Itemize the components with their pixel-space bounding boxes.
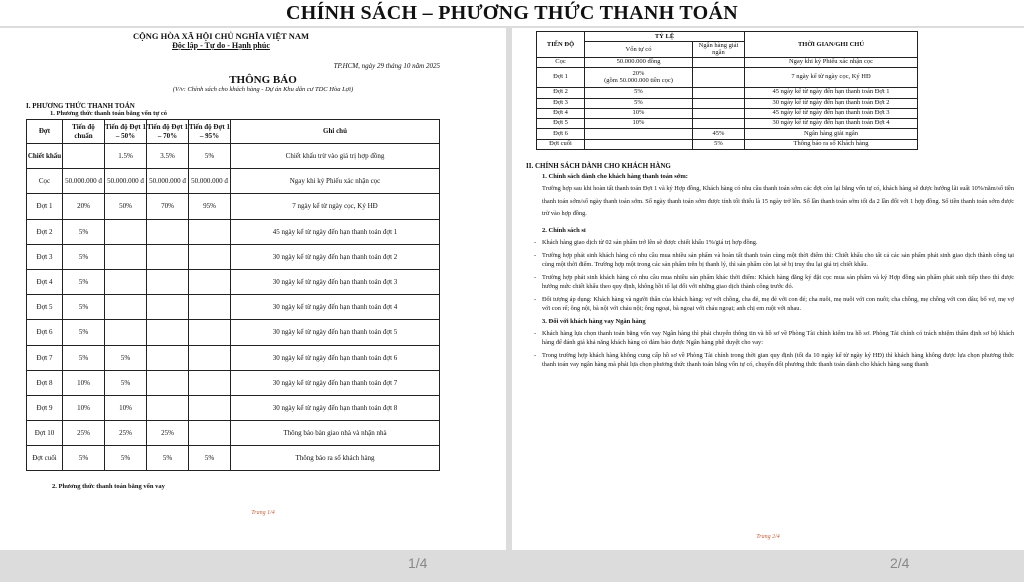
page-indicator-left: 1/4 (408, 555, 428, 571)
table-cell: 10% (63, 370, 105, 395)
table-cell: 1.5% (105, 144, 147, 169)
table-cell (585, 129, 693, 139)
table-cell: Thông báo ra sổ Khách hàng (745, 139, 918, 149)
bullet-marker: - (534, 238, 537, 246)
subsection-heading: 2. Phương thức thanh toán bằng vốn vay (52, 483, 165, 491)
national-name: CỘNG HÒA XÃ HỘI CHỦ NGHĨA VIỆT NAM (132, 31, 310, 41)
table-cell: 30 ngày kể từ ngày đến hạn thanh toán Đợt 2 (745, 98, 918, 108)
table-row (27, 219, 440, 244)
section-heading: I. PHƯƠNG THỨC THANH TOÁN (26, 102, 135, 110)
notice-date: TP.HCM, ngày 29 tháng 10 năm 2025 (333, 62, 440, 70)
table-cell (105, 244, 147, 269)
table-row (27, 244, 440, 269)
table-cell: 5% (63, 244, 105, 269)
table-cell: 10% (63, 395, 105, 420)
table-cell: 5% (63, 295, 105, 320)
table-cell (693, 98, 745, 108)
bullet-item (534, 329, 1014, 347)
table-cell: 30 ngày kể từ ngày đến hạn thanh toán đợt 4 (231, 295, 440, 320)
table-cell (189, 269, 231, 294)
table-cell: Đợt 5 (27, 295, 63, 320)
payment-schedule-table (26, 119, 440, 471)
national-motto: Độc lập - Tự do - Hạnh phúc (172, 41, 270, 50)
bullet-item (534, 251, 1014, 269)
table-cell: 3.5% (147, 144, 189, 169)
table-cell: Đợt 2 (27, 219, 63, 244)
table-header-cell: Tiến độ Đợt 1 – 70% (147, 120, 189, 144)
table-cell: Ngay khi ký Phiếu xác nhận cọc (745, 57, 918, 67)
table-cell: 5% (105, 345, 147, 370)
table-cell: Đợt 3 (537, 98, 585, 108)
header-bank: Ngân hàng giải ngân (693, 42, 745, 58)
table-cell: 5% (585, 98, 693, 108)
table-cell: 25% (147, 421, 189, 446)
table-header-cell: Tiến độ chuẩn (63, 120, 105, 144)
table-cell (147, 345, 189, 370)
table-cell: 5% (693, 139, 745, 149)
table-cell: 30 ngày kể từ ngày đến hạn thanh toán Đợt 4 (745, 119, 918, 129)
section-heading: II. CHÍNH SÁCH DÀNH CHO KHÁCH HÀNG (526, 162, 671, 171)
table-cell: 5% (63, 345, 105, 370)
table-cell (147, 395, 189, 420)
table-cell: 50.000.000 đồng (585, 57, 693, 67)
table-cell (189, 370, 231, 395)
page-number-note: Trang 1/4 (251, 510, 275, 517)
table-cell: 5% (585, 88, 693, 98)
table-cell: 45 ngày kể từ ngày đến hạn thanh toán Đợt 1 (745, 88, 918, 98)
table-cell: Đợt 2 (537, 88, 585, 98)
table-row (27, 320, 440, 345)
table-cell (105, 320, 147, 345)
header-phase: TIẾN ĐỘ (537, 32, 585, 58)
table-cell: Đợt 6 (537, 129, 585, 139)
bullet-marker: - (534, 295, 537, 303)
table-cell: Đợt 1 (537, 68, 585, 88)
table-cell: Ngân hàng giải ngân (745, 129, 918, 139)
bullet-list (526, 329, 1014, 369)
table-cell: 30 ngày kể từ ngày đến hạn thanh toán đợt 8 (231, 395, 440, 420)
table-cell (189, 320, 231, 345)
table-header-cell: Tiến độ Đợt 1 – 95% (189, 120, 231, 144)
national-header (106, 31, 336, 50)
table-row (27, 295, 440, 320)
table-row (537, 68, 918, 88)
table-cell: 95% (189, 194, 231, 219)
table-cell: 25% (63, 421, 105, 446)
subsection-heading: 1. Phương thức thanh toán bằng vốn tự có (50, 110, 167, 117)
table-cell: 5% (105, 446, 147, 471)
subsection-heading: 1. Chính sách dành cho khách hàng thanh toán sớm: (542, 173, 688, 181)
table-cell: 50.000.000 đ (189, 169, 231, 194)
table-cell: Cọc (27, 169, 63, 194)
table-row (27, 194, 440, 219)
table-cell: Đợt 10 (27, 421, 63, 446)
table-row (27, 345, 440, 370)
table-cell: 30 ngày kể từ ngày đến hạn thanh toán đợt 2 (231, 244, 440, 269)
table-cell (693, 68, 745, 88)
table-cell: 30 ngày kể từ ngày đến hạn thanh toán đợt 5 (231, 320, 440, 345)
table-cell (147, 370, 189, 395)
bullet-text: Trường hợp phát sinh khách hàng có nhu cầu mua nhiều sản phẩm khác thời điểm: Khách hàng đăng ký đặt cọc mua sản phẩm và ký Hợp đồng sản phẩm phát sinh tiếp theo thì được hưởng mức chiết khấu theo quy định, không hồi tố lại đối với những giao dịch thành công trước đó. (542, 273, 1014, 290)
table-row (27, 370, 440, 395)
table-cell: Chiết khấu (27, 144, 63, 169)
table-cell (63, 144, 105, 169)
table-cell: 5% (105, 370, 147, 395)
table-cell: 30 ngày kể từ ngày đến hạn thanh toán đợt 6 (231, 345, 440, 370)
subsection-heading: 2. Chính sách sỉ (542, 226, 586, 234)
table-cell (105, 269, 147, 294)
table-row (27, 421, 440, 446)
table-header-cell: Đợt (27, 120, 63, 144)
bullet-text: Đối tượng áp dụng: Khách hàng và người thân của khách hàng: vợ với chồng, cha đẻ, mẹ đẻ với con đẻ; cha nuôi, mẹ nuôi với con nuôi; cha chồng, mẹ chồng với con dâu; bố vợ, mẹ vợ với con rể; ông nội, bà nội với cháu nội; ông ngoại, bà ngoại với cháu ngoại; anh chị em ruột với nhau. (542, 295, 1014, 312)
table-row (537, 88, 918, 98)
table-cell (189, 219, 231, 244)
table-cell (189, 295, 231, 320)
table-cell: 10% (585, 119, 693, 129)
table-cell: 5% (189, 144, 231, 169)
table-cell: Thông báo bàn giao nhà và nhận nhà (231, 421, 440, 446)
table-cell (147, 244, 189, 269)
bullet-text: Khách hàng giao dịch từ 02 sản phẩm trở lên sẽ được chiết khấu 1%/giá trị hợp đồng. (542, 238, 758, 246)
table-row (537, 57, 918, 67)
table-cell: Đợt 1 (27, 194, 63, 219)
table-row (27, 144, 440, 169)
table-cell: 50.000.000 đ (147, 169, 189, 194)
table-cell: Đợt 7 (27, 345, 63, 370)
title-banner (0, 0, 1024, 26)
table-cell: Đợt 4 (537, 108, 585, 118)
bullet-marker: - (534, 273, 537, 281)
table-cell: Thông báo ra sổ khách hàng (231, 446, 440, 471)
table-row (537, 119, 918, 129)
table-cell: Ngay khi ký Phiếu xác nhận cọc (231, 169, 440, 194)
table-cell: 5% (63, 320, 105, 345)
bullet-text: Trường hợp phát sinh khách hàng có nhu cầu mua nhiều sản phẩm và hoàn tất thanh toán cùng một thời điểm thì: Chiết khấu cho tất cả các sản phẩm phát sinh giao dịch thành công tại cùng một thời điểm. Trường hợp một trong các sản phẩm trên bị thanh lý, thì sản phẩm còn lại sẽ bị truy thu lại giá trị chiết khấu. (542, 251, 1014, 268)
table-cell: Đợt cuối (27, 446, 63, 471)
table-cell: 20% (gồm 50.000.000 tiền cọc) (585, 68, 693, 88)
table-cell: 5% (63, 219, 105, 244)
table-cell: 45 ngày kể từ ngày đến hạn thanh toán đợt 1 (231, 219, 440, 244)
notice-title: THÔNG BÁO (229, 74, 297, 86)
table-cell: Đợt 9 (27, 395, 63, 420)
table-cell: 10% (585, 108, 693, 118)
table-cell (147, 269, 189, 294)
table-cell: 50.000.000 đ (105, 169, 147, 194)
bullet-item (534, 238, 1014, 247)
header-note: THỜI GIAN/GHI CHÚ (745, 32, 918, 58)
table-cell (189, 421, 231, 446)
document-page-1 (0, 28, 506, 550)
table-header-cell: Tiến độ Đợt 1 – 50% (105, 120, 147, 144)
table-cell: 30 ngày kể từ ngày đến hạn thanh toán đợt 7 (231, 370, 440, 395)
table-row (537, 139, 918, 149)
banner-title: CHÍNH SÁCH – PHƯƠNG THỨC THANH TOÁN (285, 2, 739, 24)
table-header-cell: Ghi chú (231, 120, 440, 144)
table-cell: Đợt 5 (537, 119, 585, 129)
table-cell (189, 345, 231, 370)
table-row (27, 169, 440, 194)
table-cell (105, 219, 147, 244)
table-cell: Đợt 4 (27, 269, 63, 294)
bullet-item (534, 295, 1014, 313)
table-cell: 20% (63, 194, 105, 219)
document-page-2 (512, 28, 1024, 550)
table-cell (693, 88, 745, 98)
loan-payment-table (536, 31, 918, 150)
notice-subtitle: (V/v: Chính sách cho khách hàng - Dự án Khu dân cư TDC Hòa Lợi) (172, 86, 354, 93)
table-cell: 10% (105, 395, 147, 420)
table-cell: 45 ngày kể từ ngày đến hạn thanh toán Đợt 3 (745, 108, 918, 118)
table-cell (693, 108, 745, 118)
bullet-text: Trong trường hợp khách hàng không cung cấp hồ sơ về Phòng Tài chính trong thời gian quy định (tối đa 10 ngày kể từ ngày ký HĐ) thì khách hàng không được lựa chọn phương thức thanh toán vay ngân hàng mà phải lựa chọn phương thức thanh toán bằng vốn tự có, chuyển đổi phương thức thanh toán dành cho khách hàng sang thanh (542, 351, 1014, 368)
table-cell: Chiết khấu trừ vào giá trị hợp đồng (231, 144, 440, 169)
table-header-row (27, 120, 440, 144)
table-cell (585, 139, 693, 149)
table-cell (105, 295, 147, 320)
table-cell: 70% (147, 194, 189, 219)
table-cell: Đợt cuối (537, 139, 585, 149)
table-row (27, 269, 440, 294)
table-cell: 5% (63, 269, 105, 294)
table-cell (189, 244, 231, 269)
table-cell: Đợt 8 (27, 370, 63, 395)
table-cell: Cọc (537, 57, 585, 67)
bullet-item (534, 273, 1014, 291)
table-cell: 45% (693, 129, 745, 139)
table-cell: 25% (105, 421, 147, 446)
table-cell (147, 295, 189, 320)
table-row (537, 129, 918, 139)
page-number-note: Trang 2/4 (756, 534, 780, 540)
table-cell: Đợt 6 (27, 320, 63, 345)
table-header-row (537, 32, 918, 42)
table-row (27, 395, 440, 420)
paragraph: Trường hợp sau khi hoàn tất thanh toán Đợt 1 và ký Hợp đồng, Khách hàng có nhu cầu thanh toán sớm các đợt còn lại bằng vốn tự có, khách hàng sẽ được hưởng lãi suất 10%/năm/số tiền thanh toán sớm/số ngày thanh toán sớm. Số ngày thanh toán sớm được tính tối thiểu là 15 ngày trở lên. Số lần thanh toán sớm tối đa 2 lần đối với 1 hợp đồng. Số tiền thanh toán sớm được trừ vào hợp đồng. (542, 185, 1014, 218)
header-ratio: TỶ LỆ (585, 32, 745, 42)
table-cell (693, 57, 745, 67)
table-cell: 50.000.000 đ (63, 169, 105, 194)
table-cell: 50% (105, 194, 147, 219)
table-cell: 5% (147, 446, 189, 471)
bullet-marker: - (534, 251, 537, 259)
bullet-list (526, 238, 1014, 313)
table-cell: 5% (189, 446, 231, 471)
table-cell: 5% (63, 446, 105, 471)
subsection-heading: 3. Đối với khách hàng vay Ngân hàng (542, 317, 646, 325)
table-cell: 30 ngày kể từ ngày đến hạn thanh toán đợt 3 (231, 269, 440, 294)
table-row (27, 446, 440, 471)
bullet-marker: - (534, 351, 537, 359)
bullet-text: Khách hàng lựa chọn thanh toán bằng vốn vay Ngân hàng thì phải chuyển thông tin và hồ sơ về Phòng Tài chính kiểm tra hồ sơ. Phòng Tài chính có trách nhiệm thẩm định sơ bộ khách hàng để đánh giá khả năng khách hàng có đảm bảo được Ngân hàng phê duyệt cho vay: (542, 329, 1014, 346)
table-cell (147, 320, 189, 345)
table-row (537, 98, 918, 108)
page-indicator-right: 2/4 (890, 555, 910, 571)
header-own-capital: Vốn tự có (585, 42, 693, 58)
bullet-item (534, 351, 1014, 369)
bullet-marker: - (534, 329, 537, 337)
table-cell: 7 ngày kể từ ngày cọc, Ký HĐ (231, 194, 440, 219)
table-cell: 7 ngày kể từ ngày cọc, Ký HĐ (745, 68, 918, 88)
table-cell (147, 219, 189, 244)
table-cell: Đợt 3 (27, 244, 63, 269)
table-cell (693, 119, 745, 129)
table-cell (189, 395, 231, 420)
table-row (537, 108, 918, 118)
